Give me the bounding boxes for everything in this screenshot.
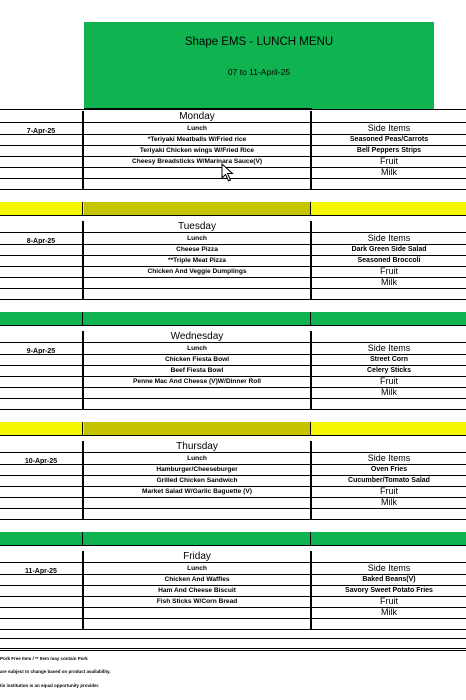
lunch-item: Chicken And Waffles [164,576,230,583]
lunch-item [84,497,310,508]
table-row [0,464,466,475]
date-cell [0,618,82,629]
row-divider [0,629,466,630]
date-cell [0,596,82,607]
day-name: Wednesday [170,331,224,342]
table-row [0,123,466,134]
date-cell [0,486,82,497]
date-cell [0,123,82,134]
day-name: Thursday [176,441,218,452]
side-item [312,508,466,519]
date-cell [0,167,82,178]
date-cell [0,464,82,475]
date-cell [0,365,82,376]
green-separator-band [0,532,466,545]
table-row [0,475,466,486]
row-divider [0,638,466,639]
side-item: Fruit [380,376,398,386]
date-cell [0,585,82,596]
table-row [0,387,466,398]
side-item: Oven Fries [370,466,408,473]
date-cell [0,387,82,398]
side-item [312,398,466,409]
side-item: Milk [381,497,397,507]
row-divider [0,519,466,520]
date-cell [0,475,82,486]
date-cell [0,233,82,244]
lunch-item [84,508,310,519]
footer-note-3: tis institution is an equal opportunity provider. [0,683,100,688]
column-divider [82,532,83,545]
side-item: Dark Green Side Salad [351,246,427,253]
lunch-item: Teriyaki Chicken wings W/Fried Rice [139,147,255,154]
lunch-item: Hamburger/Cheeseburger [156,466,238,473]
side-items-label: Side Items [367,343,411,353]
lunch-item: Cheese Pizza [176,246,218,253]
side-item: Savory Sweet Potato Fries [345,587,433,594]
table-row [0,365,466,376]
band-middle [84,422,310,435]
table-row [0,585,466,596]
side-item: Fruit [380,266,398,276]
lunch-label: Lunch [187,235,207,242]
row-divider [0,189,466,190]
side-item: Baked Beans(V) [362,576,416,583]
row-divider [0,325,466,326]
lunch-label: Lunch [187,125,207,132]
lunch-item: *Teriyaki Meatballs W/Fried rice [147,136,247,143]
row-divider [0,299,466,300]
lunch-item [84,178,310,189]
date-cell [0,134,82,145]
lunch-item [84,398,310,409]
side-item: Milk [381,277,397,287]
table-row [0,618,466,629]
table-row [0,233,466,244]
side-item: Seasoned Broccoli [357,257,421,264]
yellow-separator-band [0,422,466,435]
side-item: Cucumber/Tomato Salad [348,477,430,484]
date-range: 07 to 11-April-25 [227,67,291,77]
table-row [0,354,466,365]
lunch-item [84,277,310,288]
side-items-label: Side Items [367,123,411,133]
side-item: Street Corn [369,356,409,363]
column-divider [310,221,312,300]
date-cell [0,354,82,365]
lunch-item: Fish Sticks W/Corn Bread [156,598,238,605]
lunch-item [84,607,310,618]
date-cell [0,574,82,585]
side-item: Fruit [380,596,398,606]
date-cell [0,343,82,354]
side-item [312,178,466,189]
date-cell [0,398,82,409]
day-date: 11-Apr-25 [25,568,57,574]
date-cell [0,145,82,156]
arrow-cursor-icon [221,163,235,183]
yellow-separator-band [0,202,466,215]
lunch-label: Lunch [187,455,207,462]
page-title: Shape EMS - LUNCH MENU [184,36,334,48]
column-divider [82,312,83,325]
date-cell [0,178,82,189]
row-divider [0,435,466,436]
table-row [0,453,466,464]
side-items-label: Side Items [367,453,411,463]
side-item [312,618,466,629]
table-row [0,343,466,354]
day-date: 7-Apr-25 [26,128,56,134]
date-cell [0,497,82,508]
date-cell [0,453,82,464]
date-cell [0,607,82,618]
column-divider [82,331,84,410]
table-row [0,563,466,574]
row-divider [0,545,466,546]
lunch-item [84,387,310,398]
column-divider [310,532,311,545]
lunch-item [84,618,310,629]
lunch-label: Lunch [187,565,207,572]
day-name: Tuesday [178,221,216,232]
column-divider [82,422,83,435]
lunch-item: Chicken And Veggie Dumplings [147,268,247,275]
header-border [84,108,312,110]
lunch-item: Market Salad W/Garlic Baguette (V) [142,488,252,495]
side-item: Celery Sticks [367,367,411,374]
day-date: 9-Apr-25 [26,348,56,354]
column-divider [82,111,84,190]
side-item: Fruit [380,156,398,166]
table-row [0,376,466,387]
row-divider [0,409,466,410]
table-row [0,266,466,277]
date-cell [0,156,82,167]
column-divider [310,441,312,520]
table-row [0,134,466,145]
green-separator-band [0,312,466,325]
row-divider [0,650,466,651]
lunch-item: Penne Mac And Cheese (V)W/Dinner Roll [133,378,261,385]
day-date: 10-Apr-25 [24,458,58,464]
lunch-item: Chicken Fiesta Bowl [164,356,230,363]
date-cell [0,266,82,277]
date-cell [0,255,82,266]
column-divider [82,221,84,300]
table-row [0,508,466,519]
day-name: Friday [183,551,211,562]
side-item [312,288,466,299]
column-divider [82,551,84,630]
date-cell [0,563,82,574]
footer-note-2: are subject to change based on product availability. [0,669,111,674]
column-divider [310,312,311,325]
table-row [0,255,466,266]
column-divider [310,551,312,630]
table-row [0,288,466,299]
table-row [0,145,466,156]
row-divider [0,215,466,216]
column-divider [310,202,311,215]
date-cell [0,508,82,519]
column-divider [82,202,83,215]
lunch-item [84,167,310,178]
lunch-item: Grilled Chicken Sandwich [156,477,238,484]
table-row [0,596,466,607]
table-row [0,497,466,508]
footer-note-1: Pork Free Item / ** Item may contain Pork [0,656,88,661]
side-item: Fruit [380,486,398,496]
day-name: Monday [179,111,215,122]
column-divider [310,422,311,435]
table-row [0,277,466,288]
date-cell [0,376,82,387]
side-items-label: Side Items [367,563,411,573]
lunch-label: Lunch [187,345,207,352]
table-row [0,398,466,409]
table-row [0,244,466,255]
table-row [0,574,466,585]
column-divider [82,441,84,520]
date-cell [0,244,82,255]
table-row [0,607,466,618]
side-items-label: Side Items [367,233,411,243]
row-divider [0,648,466,649]
side-item: Milk [381,167,397,177]
lunch-item: Cheesy Breadsticks W/Marinara Sauce(V) [131,158,263,165]
table-row [0,486,466,497]
side-item: Milk [381,387,397,397]
lunch-item: Ham And Cheese Biscuit [158,587,236,594]
lunch-item: Beef Fiesta Bowl [170,367,224,374]
band-middle [84,202,310,215]
side-item: Seasoned Peas/Carrots [349,136,429,143]
column-divider [310,331,312,410]
lunch-item: **Triple Meat Pizza [168,257,226,264]
side-item: Bell Peppers Strips [356,147,422,154]
date-cell [0,288,82,299]
day-date: 8-Apr-25 [26,238,56,244]
lunch-item [84,288,310,299]
column-divider [310,111,312,190]
date-cell [0,277,82,288]
side-item: Milk [381,607,397,617]
